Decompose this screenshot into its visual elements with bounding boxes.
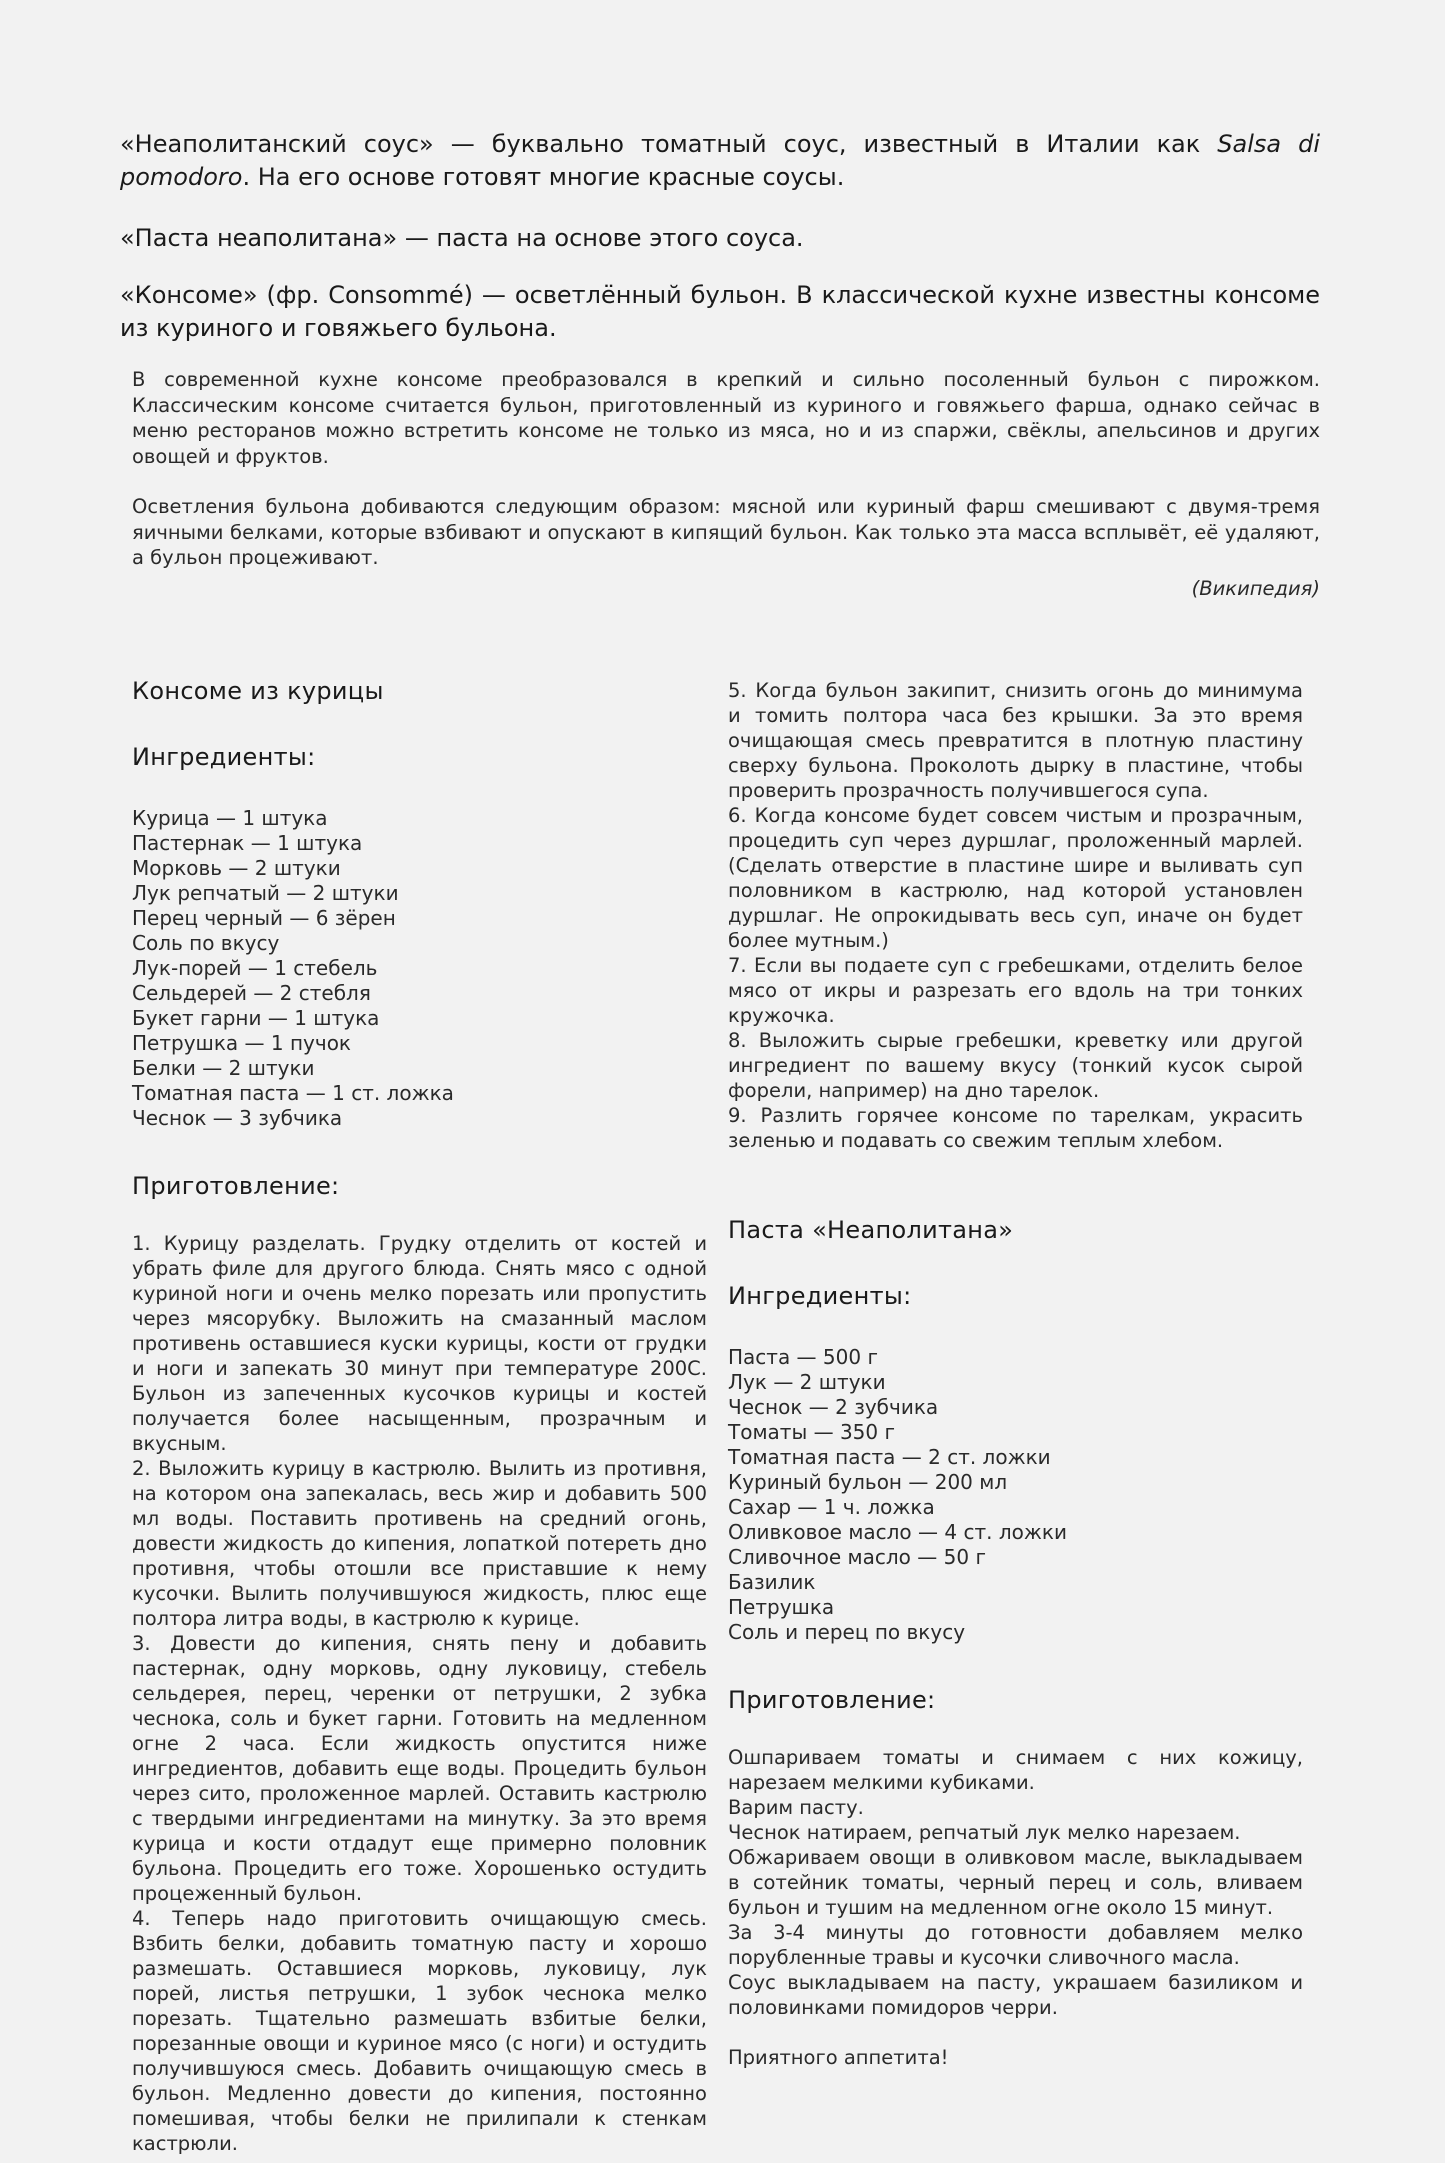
preparation-steps-continued	[728, 678, 1303, 1153]
step-paragraph: 6. Когда консоме будет совсем чистым и прозрачным, процедить суп через дуршлаг, проложенный марлей. (Сделать отверстие в пластине шире и выливать суп половником в кастрюлю, над которой установлен дуршлаг. Не опрокидывать весь суп, иначе он будет более мутным.)	[728, 804, 1303, 952]
ingredient-item: Перец черный — 6 зёрен	[132, 906, 396, 930]
ingredient-item: Томатная паста — 1 ст. ложка	[132, 1081, 454, 1105]
step-paragraph: 7. Если вы подаете суп с гребешками, отделить белое мясо от икры и разрезать его вдоль на три тонких кружочка.	[728, 954, 1303, 1027]
ingredient-item: Пастернак — 1 штука	[132, 831, 363, 855]
ingredient-item: Петрушка — 1 пучок	[132, 1031, 352, 1055]
step-paragraph: 1. Курицу разделать. Грудку отделить от костей и убрать филе для другого блюда. Снять мясо с одной куриной ноги и очень мелко порезать или пропустить через мясорубку. Выложить на смазанный маслом противень оставшиеся куски курицы, кости от грудки и ноги и запекать 30 минут при температуре 200С. Бульон из запеченных кусочков курицы и костей получается более насыщенным, прозрачным и вкусным.	[132, 1232, 707, 1455]
ingredient-item: Сливочное масло — 50 г	[728, 1545, 986, 1569]
definition-neapolitan-sauce	[120, 128, 1320, 194]
step-paragraph: Варим пасту.	[728, 1796, 864, 1819]
right-column	[728, 678, 1303, 2070]
ingredient-item: Сахар — 1 ч. ложка	[728, 1495, 935, 1519]
ingredients-heading: Ингредиенты:	[132, 743, 316, 771]
step-paragraph: 8. Выложить сырые гребешки, креветку или другой ингредиент по вашему вкусу (тонкий кусок сырой форели, например) на дно тарелок.	[728, 1029, 1303, 1102]
ingredient-item: Соль по вкусу	[132, 931, 280, 955]
preparation-steps	[132, 1231, 707, 2156]
ingredient-item: Белки — 2 штуки	[132, 1056, 315, 1080]
ingredients-list	[728, 1345, 1303, 1645]
ingredient-item: Лук — 2 штуки	[728, 1370, 886, 1394]
note-paragraph: Осветления бульона добиваются следующим образом: мясной или куриный фарш смешивают с двумя-тремя яичными белками, которые взбивают и опускают в кипящий бульон. Как только эта масса всплывёт, её удаляют, а бульон процеживают.	[132, 495, 1320, 569]
ingredient-item: Лук репчатый — 2 штуки	[132, 881, 399, 905]
definitions-block	[120, 128, 1320, 600]
preparation-heading: Приготовление:	[132, 1172, 340, 1200]
step-paragraph: 9. Разлить горячее консоме по тарелкам, украсить зеленью и подавать со свежим теплым хлебом.	[728, 1104, 1303, 1152]
definition-term: «Неаполитанский соус»	[120, 130, 434, 158]
ingredient-item: Томатная паста — 2 ст. ложки	[728, 1445, 1051, 1469]
definition-term: «Паста неаполитана»	[120, 224, 398, 252]
ingredient-item: Базилик	[728, 1570, 816, 1594]
definition-pasta-neapolitana	[120, 222, 1320, 255]
recipe-title: Паста «Неаполитана»	[728, 1216, 1014, 1244]
step-paragraph: 3. Довести до кипения, снять пену и добавить пастернак, одну морковь, одну луковицу, стебель сельдерея, перец, черенки от петрушки, 2 зубка чеснока, соль и букет гарни. Готовить на медленном огне 2 часа. Если жидкость опустится ниже ингредиентов, добавить еще воды. Процедить бульон через сито, проложенное марлей. Оставить кастрюлю с твердыми ингредиентами на минутку. За это время курица и кости отдадут еще примерно половник бульона. Процедить его тоже. Хорошенько остудить процеженный бульон.	[132, 1632, 707, 1905]
step-paragraph: За 3-4 минуты до готовности добавляем мелко порубленные травы и кусочки сливочного масла.	[728, 1921, 1303, 1969]
ingredient-item: Сельдерей — 2 стебля	[132, 981, 371, 1005]
source-citation: (Википедия)	[1191, 576, 1320, 600]
closing-wish: Приятного аппетита!	[728, 2046, 949, 2069]
ingredient-item: Морковь — 2 штуки	[132, 856, 341, 880]
pasta-recipe	[728, 1215, 1303, 2070]
recipe-title: Консоме из курицы	[132, 677, 384, 705]
note-paragraph: В современной кухне консоме преобразовался в крепкий и сильно посоленный бульон с пирожком. Классическим консоме считается бульон, приготовленный из куриного и говяжьего фарша, однако сейчас в меню ресторанов можно встретить консоме не только из мяса, но и из спаржи, свёклы, апельсинов и других овощей и фруктов.	[132, 368, 1320, 468]
ingredient-item: Паста — 500 г	[728, 1345, 878, 1369]
step-paragraph: Соус выкладываем на пасту, украшаем базиликом и половинками помидоров черри.	[728, 1971, 1303, 2019]
ingredient-item: Куриный бульон — 200 мл	[728, 1470, 1008, 1494]
pasta-preparation-steps	[728, 1745, 1303, 2070]
ingredient-item: Соль и перец по вкусу	[728, 1620, 966, 1644]
ingredient-item: Оливковое масло — 4 ст. ложки	[728, 1520, 1067, 1544]
step-paragraph: Обжариваем овощи в оливковом масле, выкладываем в сотейник томаты, черный перец и соль, вливаем бульон и тушим на медленном огне около 15 минут.	[728, 1846, 1303, 1919]
step-paragraph: 2. Выложить курицу в кастрюлю. Вылить из противня, на котором она запекалась, весь жир и добавить 500 мл воды. Поставить противень на средний огонь, довести жидкость до кипения, лопаткой потереть дно противня, чтобы отошли все приставшие к нему кусочки. Вылить получившуюся жидкость, плюс еще полтора литра воды, в кастрюлю к курице.	[132, 1457, 707, 1630]
ingredients-heading: Ингредиенты:	[728, 1282, 912, 1310]
ingredient-item: Букет гарни — 1 штука	[132, 1006, 380, 1030]
left-column	[132, 676, 707, 2156]
definition-term: «Консоме» (фр. Consommé)	[120, 281, 473, 309]
definition-italic: Salsa di pomodoro	[120, 130, 1320, 191]
definition-text: — буквально томатный соус, известный в Италии как	[433, 130, 1218, 158]
step-paragraph: Чеснок натираем, репчатый лук мелко нарезаем.	[728, 1821, 1241, 1844]
ingredient-item: Томаты — 350 г	[728, 1420, 895, 1444]
ingredients-list	[132, 806, 707, 1131]
definition-text: — паста на основе этого соуса.	[397, 224, 804, 252]
ingredient-item: Чеснок — 2 зубчика	[728, 1395, 939, 1419]
preparation-heading: Приготовление:	[728, 1686, 936, 1714]
definition-text: — осветлённый бульон. В классической кухне известны консоме из куриного и говяжьего бульона.	[120, 281, 1320, 342]
step-paragraph: 5. Когда бульон закипит, снизить огонь до минимума и томить полтора часа без крышки. За это время очищающая смесь превратится в плотную пластину сверху бульона. Проколоть дырку в пластине, чтобы проверить прозрачность получившегося супа.	[728, 679, 1303, 802]
ingredient-item: Курица — 1 штука	[132, 806, 328, 830]
ingredient-item: Чеснок — 3 зубчика	[132, 1106, 343, 1130]
definition-consomme	[120, 279, 1320, 345]
definition-text: . На его основе готовят многие красные соусы.	[242, 163, 845, 191]
ingredient-item: Лук-порей — 1 стебель	[132, 956, 378, 980]
step-paragraph: 4. Теперь надо приготовить очищающую смесь. Взбить белки, добавить томатную пасту и хорошо размешать. Оставшиеся морковь, луковицу, лук порей, листья петрушки, 1 зубок чеснока мелко порезать. Тщательно размешать взбитые белки, порезанные овощи и куриное мясо (с ноги) и остудить получившуюся смесь. Добавить очищающую смесь в бульон. Медленно довести до кипения, постоянно помешивая, чтобы белки не прилипали к стенкам кастрюли.	[132, 1907, 707, 2155]
ingredient-item: Петрушка	[728, 1595, 835, 1619]
step-paragraph: Ошпариваем томаты и снимаем с них кожицу, нарезаем мелкими кубиками.	[728, 1746, 1303, 1794]
